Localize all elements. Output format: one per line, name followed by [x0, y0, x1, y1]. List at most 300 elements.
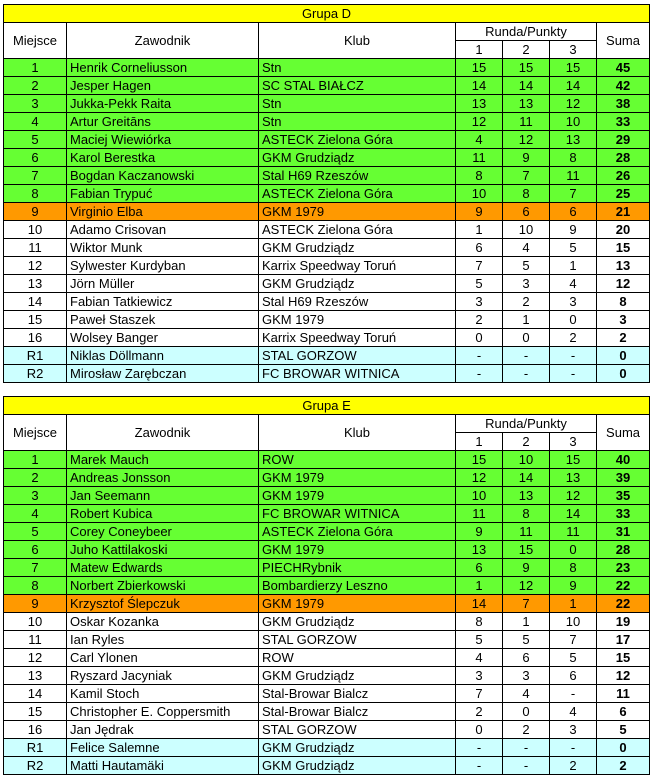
header-club: Klub: [259, 23, 456, 59]
round-2-cell: 4: [503, 239, 550, 257]
sum-cell: 28: [597, 149, 650, 167]
club-cell: GKM 1979: [259, 541, 456, 559]
rider-cell: Robert Kubica: [67, 505, 259, 523]
round-2-cell: 9: [503, 559, 550, 577]
sum-cell: 13: [597, 257, 650, 275]
table-row: [4, 721, 650, 739]
round-1-cell: 12: [456, 469, 503, 487]
place-cell: 3: [4, 487, 67, 505]
round-3-cell: 15: [550, 451, 597, 469]
round-3-cell: 10: [550, 613, 597, 631]
round-2-cell: 3: [503, 275, 550, 293]
club-cell: GKM Grudziądz: [259, 613, 456, 631]
club-cell: Stn: [259, 113, 456, 131]
rider-cell: Jan Seemann: [67, 487, 259, 505]
round-2-cell: 7: [503, 595, 550, 613]
place-cell: 8: [4, 185, 67, 203]
rider-cell: Matti Hautamäki: [67, 757, 259, 775]
sum-cell: 19: [597, 613, 650, 631]
round-1-cell: 10: [456, 487, 503, 505]
sum-cell: 33: [597, 505, 650, 523]
round-2-cell: -: [503, 347, 550, 365]
round-3-cell: 4: [550, 275, 597, 293]
rider-cell: Niklas Döllmann: [67, 347, 259, 365]
place-cell: R1: [4, 739, 67, 757]
table-row: [4, 275, 650, 293]
round-3-cell: 12: [550, 487, 597, 505]
round-1-cell: 14: [456, 77, 503, 95]
round-2-cell: 8: [503, 185, 550, 203]
round-2-cell: 9: [503, 149, 550, 167]
table-row: [4, 257, 650, 275]
round-1-cell: 12: [456, 113, 503, 131]
sum-cell: 3: [597, 311, 650, 329]
rider-cell: Jesper Hagen: [67, 77, 259, 95]
rider-cell: Fabian Tatkiewicz: [67, 293, 259, 311]
round-3-cell: 12: [550, 95, 597, 113]
place-cell: 4: [4, 505, 67, 523]
round-1-cell: 10: [456, 185, 503, 203]
club-cell: Bombardierzy Leszno: [259, 577, 456, 595]
rider-cell: Carl Ylonen: [67, 649, 259, 667]
header-sum: Suma: [597, 23, 650, 59]
table-row: [4, 703, 650, 721]
round-3-cell: 5: [550, 649, 597, 667]
table-row: [4, 487, 650, 505]
place-cell: 8: [4, 577, 67, 595]
rider-cell: Adamo Crisovan: [67, 221, 259, 239]
round-2-cell: 12: [503, 577, 550, 595]
round-2-cell: 14: [503, 77, 550, 95]
round-2-cell: 10: [503, 221, 550, 239]
table-row: [4, 451, 650, 469]
club-cell: GKM 1979: [259, 311, 456, 329]
round-3-cell: 3: [550, 293, 597, 311]
place-cell: 6: [4, 149, 67, 167]
rider-cell: Andreas Jonsson: [67, 469, 259, 487]
rider-cell: Mirosław Zarębczan: [67, 365, 259, 383]
club-cell: ASTECK Zielona Góra: [259, 523, 456, 541]
rider-cell: Wolsey Banger: [67, 329, 259, 347]
round-1-cell: 4: [456, 131, 503, 149]
round-2-cell: 5: [503, 631, 550, 649]
rider-cell: Marek Mauch: [67, 451, 259, 469]
club-cell: Stn: [259, 95, 456, 113]
table-row: [4, 113, 650, 131]
rider-cell: Bogdan Kaczanowski: [67, 167, 259, 185]
round-3-cell: 5: [550, 239, 597, 257]
round-2-cell: 1: [503, 613, 550, 631]
sum-cell: 0: [597, 739, 650, 757]
sum-cell: 35: [597, 487, 650, 505]
round-1-cell: 2: [456, 311, 503, 329]
round-2-cell: 0: [503, 703, 550, 721]
round-1-cell: 2: [456, 703, 503, 721]
round-1-cell: 7: [456, 257, 503, 275]
sum-cell: 21: [597, 203, 650, 221]
round-2-cell: -: [503, 365, 550, 383]
round-2-cell: 5: [503, 257, 550, 275]
table-row: [4, 167, 650, 185]
header-sum: Suma: [597, 415, 650, 451]
table-row: [4, 613, 650, 631]
rider-cell: Maciej Wiewiórka: [67, 131, 259, 149]
round-1-cell: 4: [456, 649, 503, 667]
club-cell: GKM Grudziądz: [259, 757, 456, 775]
place-cell: 15: [4, 703, 67, 721]
round-3-cell: -: [550, 347, 597, 365]
round-3-cell: 14: [550, 77, 597, 95]
table-row: [4, 149, 650, 167]
club-cell: GKM 1979: [259, 595, 456, 613]
rider-cell: Karol Berestka: [67, 149, 259, 167]
table-row: [4, 365, 650, 383]
group-e-table: [3, 396, 650, 775]
header-rounds: Runda/Punkty: [456, 23, 597, 41]
sum-cell: 42: [597, 77, 650, 95]
sum-cell: 6: [597, 703, 650, 721]
round-3-cell: -: [550, 685, 597, 703]
round-2-cell: 15: [503, 59, 550, 77]
place-cell: 11: [4, 631, 67, 649]
club-cell: GKM Grudziądz: [259, 739, 456, 757]
table-row: [4, 667, 650, 685]
round-1-cell: -: [456, 365, 503, 383]
round-3-cell: 2: [550, 757, 597, 775]
club-cell: Stal H69 Rzeszów: [259, 167, 456, 185]
round-1-cell: 14: [456, 595, 503, 613]
round-3-cell: 15: [550, 59, 597, 77]
round-3-cell: 6: [550, 667, 597, 685]
sum-cell: 22: [597, 577, 650, 595]
round-1-cell: -: [456, 739, 503, 757]
header-round-1: 1: [456, 433, 503, 451]
place-cell: 15: [4, 311, 67, 329]
club-cell: GKM Grudziądz: [259, 275, 456, 293]
header-rounds: Runda/Punkty: [456, 415, 597, 433]
sum-cell: 2: [597, 757, 650, 775]
place-cell: 5: [4, 131, 67, 149]
sum-cell: 0: [597, 365, 650, 383]
header-round-2: 2: [503, 433, 550, 451]
round-2-cell: 2: [503, 293, 550, 311]
place-cell: 14: [4, 293, 67, 311]
sum-cell: 26: [597, 167, 650, 185]
header-rider: Zawodnik: [67, 23, 259, 59]
round-1-cell: 8: [456, 167, 503, 185]
club-cell: Karrix Speedway Toruń: [259, 257, 456, 275]
club-cell: PIECHRybnik: [259, 559, 456, 577]
table-row: [4, 757, 650, 775]
club-cell: SC STAL BIAŁCZ: [259, 77, 456, 95]
place-cell: 6: [4, 541, 67, 559]
sum-cell: 33: [597, 113, 650, 131]
place-cell: 7: [4, 167, 67, 185]
table-row: [4, 631, 650, 649]
round-2-cell: 13: [503, 95, 550, 113]
sum-cell: 11: [597, 685, 650, 703]
place-cell: 13: [4, 275, 67, 293]
rider-cell: Fabian Trypuć: [67, 185, 259, 203]
place-cell: 5: [4, 523, 67, 541]
place-cell: 12: [4, 257, 67, 275]
rider-cell: Oskar Kozanka: [67, 613, 259, 631]
rider-cell: Ryszard Jacyniak: [67, 667, 259, 685]
round-1-cell: 7: [456, 685, 503, 703]
round-1-cell: -: [456, 757, 503, 775]
round-1-cell: 3: [456, 667, 503, 685]
rider-cell: Ian Ryles: [67, 631, 259, 649]
sum-cell: 12: [597, 275, 650, 293]
group-d-table: [3, 4, 650, 383]
header-place: Miejsce: [4, 23, 67, 59]
club-cell: GKM 1979: [259, 469, 456, 487]
round-2-cell: 11: [503, 523, 550, 541]
rider-cell: Jukka-Pekk Raita: [67, 95, 259, 113]
table-row: [4, 577, 650, 595]
round-1-cell: 9: [456, 523, 503, 541]
round-2-cell: 15: [503, 541, 550, 559]
club-cell: GKM 1979: [259, 487, 456, 505]
table-row: [4, 221, 650, 239]
round-1-cell: 5: [456, 631, 503, 649]
table-row: [4, 311, 650, 329]
sum-cell: 38: [597, 95, 650, 113]
round-2-cell: 0: [503, 329, 550, 347]
table-row: [4, 329, 650, 347]
table-row: [4, 59, 650, 77]
table-row: [4, 595, 650, 613]
club-cell: STAL GORZOW: [259, 631, 456, 649]
sum-cell: 20: [597, 221, 650, 239]
group-title: Grupa D: [4, 5, 650, 23]
round-3-cell: 6: [550, 203, 597, 221]
round-3-cell: 8: [550, 149, 597, 167]
rider-cell: Kamil Stoch: [67, 685, 259, 703]
table-row: [4, 203, 650, 221]
place-cell: R1: [4, 347, 67, 365]
group-title: Grupa E: [4, 397, 650, 415]
rider-cell: Virginio Elba: [67, 203, 259, 221]
header-round-3: 3: [550, 41, 597, 59]
round-3-cell: 7: [550, 631, 597, 649]
rider-cell: Norbert Zbierkowski: [67, 577, 259, 595]
club-cell: ASTECK Zielona Góra: [259, 131, 456, 149]
club-cell: STAL GORZOW: [259, 721, 456, 739]
round-3-cell: 1: [550, 257, 597, 275]
round-2-cell: 8: [503, 505, 550, 523]
round-1-cell: 6: [456, 239, 503, 257]
place-cell: 13: [4, 667, 67, 685]
round-3-cell: 9: [550, 577, 597, 595]
place-cell: 4: [4, 113, 67, 131]
sum-cell: 15: [597, 649, 650, 667]
rider-cell: Juho Kattilakoski: [67, 541, 259, 559]
round-1-cell: 15: [456, 451, 503, 469]
round-1-cell: 13: [456, 95, 503, 113]
round-2-cell: 10: [503, 451, 550, 469]
round-2-cell: 7: [503, 167, 550, 185]
round-3-cell: 1: [550, 595, 597, 613]
round-3-cell: -: [550, 739, 597, 757]
round-1-cell: 5: [456, 275, 503, 293]
club-cell: GKM 1979: [259, 203, 456, 221]
header-round-1: 1: [456, 41, 503, 59]
round-3-cell: 11: [550, 523, 597, 541]
round-3-cell: 13: [550, 469, 597, 487]
round-2-cell: 12: [503, 131, 550, 149]
round-3-cell: 13: [550, 131, 597, 149]
round-1-cell: 13: [456, 541, 503, 559]
table-row: [4, 541, 650, 559]
round-2-cell: -: [503, 739, 550, 757]
sum-cell: 12: [597, 667, 650, 685]
round-3-cell: 4: [550, 703, 597, 721]
table-row: [4, 185, 650, 203]
round-2-cell: 4: [503, 685, 550, 703]
round-2-cell: 6: [503, 649, 550, 667]
round-1-cell: 11: [456, 149, 503, 167]
round-1-cell: 1: [456, 221, 503, 239]
sum-cell: 2: [597, 329, 650, 347]
club-cell: FC BROWAR WITNICA: [259, 505, 456, 523]
table-row: [4, 505, 650, 523]
round-1-cell: 6: [456, 559, 503, 577]
sum-cell: 40: [597, 451, 650, 469]
rider-cell: Artur Greitāns: [67, 113, 259, 131]
rider-cell: Sylwester Kurdyban: [67, 257, 259, 275]
round-3-cell: 14: [550, 505, 597, 523]
rider-cell: Jan Jędrak: [67, 721, 259, 739]
place-cell: 16: [4, 721, 67, 739]
round-2-cell: 6: [503, 203, 550, 221]
place-cell: R2: [4, 365, 67, 383]
club-cell: Stn: [259, 59, 456, 77]
place-cell: 16: [4, 329, 67, 347]
round-2-cell: 3: [503, 667, 550, 685]
round-2-cell: 13: [503, 487, 550, 505]
round-1-cell: 11: [456, 505, 503, 523]
header-place: Miejsce: [4, 415, 67, 451]
sum-cell: 31: [597, 523, 650, 541]
rider-cell: Christopher E. Coppersmith: [67, 703, 259, 721]
round-3-cell: 0: [550, 311, 597, 329]
place-cell: 2: [4, 469, 67, 487]
table-row: [4, 649, 650, 667]
round-1-cell: 1: [456, 577, 503, 595]
club-cell: GKM Grudziądz: [259, 239, 456, 257]
header-club: Klub: [259, 415, 456, 451]
club-cell: ASTECK Zielona Góra: [259, 221, 456, 239]
table-row: [4, 239, 650, 257]
club-cell: STAL GORZOW: [259, 347, 456, 365]
club-cell: ASTECK Zielona Góra: [259, 185, 456, 203]
rider-cell: Paweł Staszek: [67, 311, 259, 329]
sum-cell: 25: [597, 185, 650, 203]
header-round-2: 2: [503, 41, 550, 59]
table-row: [4, 95, 650, 113]
place-cell: 7: [4, 559, 67, 577]
sum-cell: 15: [597, 239, 650, 257]
club-cell: Stal H69 Rzeszów: [259, 293, 456, 311]
table-row: [4, 469, 650, 487]
round-3-cell: 8: [550, 559, 597, 577]
header-rider: Zawodnik: [67, 415, 259, 451]
round-3-cell: -: [550, 365, 597, 383]
rider-cell: Matew Edwards: [67, 559, 259, 577]
place-cell: 3: [4, 95, 67, 113]
round-1-cell: 8: [456, 613, 503, 631]
table-row: [4, 685, 650, 703]
rider-cell: Wiktor Munk: [67, 239, 259, 257]
rider-cell: Jörn Müller: [67, 275, 259, 293]
sum-cell: 29: [597, 131, 650, 149]
rider-cell: Krzysztof Ślepczuk: [67, 595, 259, 613]
club-cell: GKM Grudziądz: [259, 667, 456, 685]
rider-cell: Henrik Corneliusson: [67, 59, 259, 77]
club-cell: ROW: [259, 451, 456, 469]
sum-cell: 28: [597, 541, 650, 559]
round-3-cell: 9: [550, 221, 597, 239]
table-row: [4, 347, 650, 365]
round-3-cell: 0: [550, 541, 597, 559]
round-1-cell: 3: [456, 293, 503, 311]
rider-cell: Felice Salemne: [67, 739, 259, 757]
place-cell: R2: [4, 757, 67, 775]
round-3-cell: 10: [550, 113, 597, 131]
place-cell: 1: [4, 59, 67, 77]
place-cell: 10: [4, 613, 67, 631]
club-cell: Stal-Browar Bialcz: [259, 703, 456, 721]
sum-cell: 22: [597, 595, 650, 613]
place-cell: 10: [4, 221, 67, 239]
table-row: [4, 523, 650, 541]
place-cell: 9: [4, 203, 67, 221]
sum-cell: 5: [597, 721, 650, 739]
round-1-cell: 9: [456, 203, 503, 221]
place-cell: 14: [4, 685, 67, 703]
place-cell: 11: [4, 239, 67, 257]
round-1-cell: 15: [456, 59, 503, 77]
round-2-cell: 2: [503, 721, 550, 739]
club-cell: Karrix Speedway Toruń: [259, 329, 456, 347]
round-2-cell: 1: [503, 311, 550, 329]
round-3-cell: 7: [550, 185, 597, 203]
club-cell: Stal-Browar Bialcz: [259, 685, 456, 703]
sum-cell: 0: [597, 347, 650, 365]
round-1-cell: 0: [456, 329, 503, 347]
round-3-cell: 11: [550, 167, 597, 185]
round-3-cell: 2: [550, 329, 597, 347]
club-cell: ROW: [259, 649, 456, 667]
place-cell: 1: [4, 451, 67, 469]
place-cell: 9: [4, 595, 67, 613]
header-round-3: 3: [550, 433, 597, 451]
round-2-cell: 14: [503, 469, 550, 487]
table-row: [4, 559, 650, 577]
table-row: [4, 293, 650, 311]
place-cell: 12: [4, 649, 67, 667]
round-1-cell: 0: [456, 721, 503, 739]
club-cell: FC BROWAR WITNICA: [259, 365, 456, 383]
round-1-cell: -: [456, 347, 503, 365]
round-2-cell: 11: [503, 113, 550, 131]
sum-cell: 39: [597, 469, 650, 487]
rider-cell: Corey Coneybeer: [67, 523, 259, 541]
table-row: [4, 131, 650, 149]
sum-cell: 45: [597, 59, 650, 77]
sum-cell: 17: [597, 631, 650, 649]
